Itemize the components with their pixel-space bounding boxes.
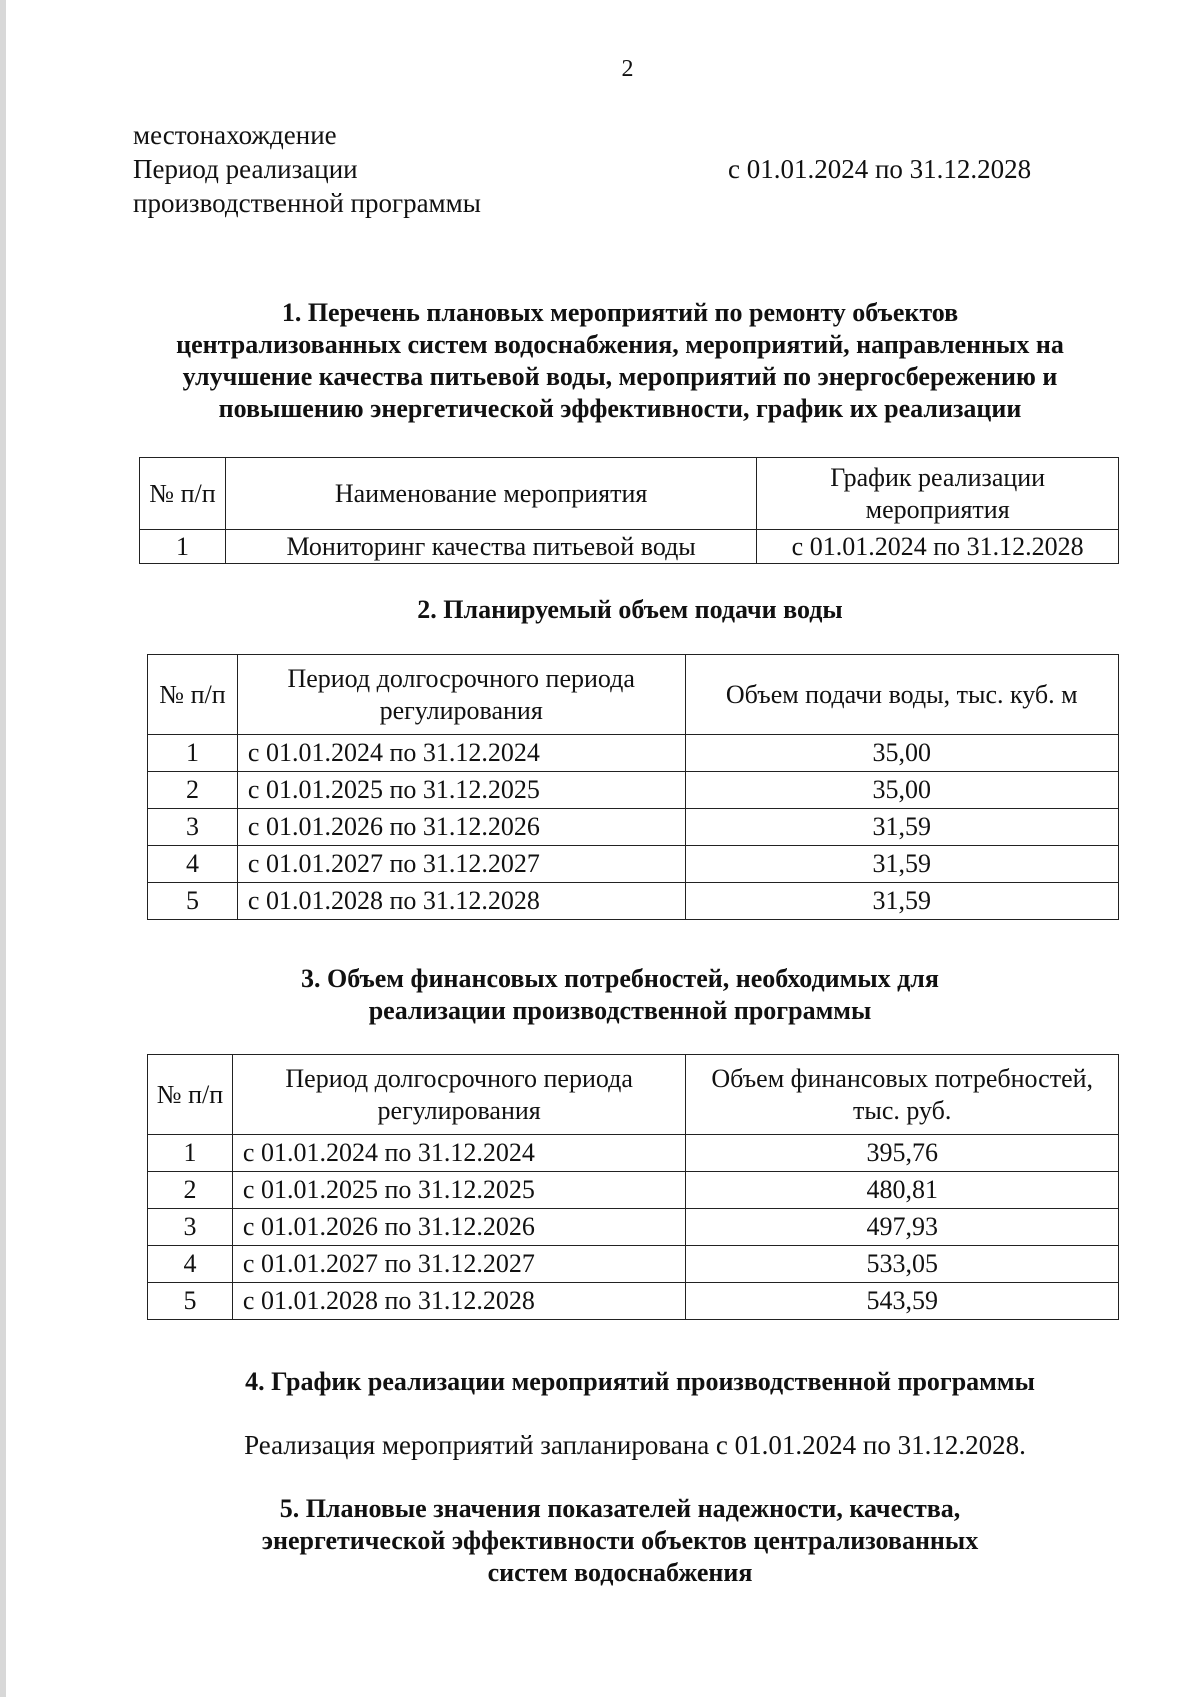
header-cell-num: № п/п — [140, 458, 226, 530]
table-header-row — [140, 458, 1119, 530]
cell-num: 5 — [148, 883, 238, 920]
cell-finance: 480,81 — [686, 1172, 1119, 1209]
cell-period: с 01.01.2026 по 31.12.2026 — [237, 809, 685, 846]
cell-finance: 497,93 — [686, 1209, 1119, 1246]
section1-title-line: 1. Перечень плановых мероприятий по ремонту объектов — [281, 298, 959, 327]
cell-period: с 01.01.2025 по 31.12.2025 — [232, 1172, 686, 1209]
cell-num: 4 — [148, 1246, 233, 1283]
table-header-row — [148, 655, 1119, 735]
section2-title: 2. Планируемый объем подачи воды — [417, 595, 843, 624]
cell-num: 3 — [148, 1209, 233, 1246]
section5-title — [120, 1493, 1120, 1589]
table-row — [148, 883, 1119, 920]
section3-title-line: 3. Объем финансовых потребностей, необходимых для — [301, 964, 939, 993]
cell-num: 1 — [148, 735, 238, 772]
activities-table — [139, 457, 1119, 564]
section3-title-line: реализации производственной программы — [368, 996, 872, 1025]
cell-volume: 31,59 — [685, 846, 1119, 883]
location-label: местонахождение — [133, 120, 337, 150]
period-row — [133, 152, 1033, 186]
section1-title-line: улучшение качества питьевой воды, мероприятий по энергосбережению и — [182, 362, 1058, 391]
period-value: с 01.01.2024 по 31.12.2028 — [728, 154, 1032, 184]
period-label-continued: производственной программы — [133, 188, 481, 218]
table-row — [148, 772, 1119, 809]
cell-period: с 01.01.2024 по 31.12.2024 — [232, 1135, 686, 1172]
section1-title-line: повышению энергетической эффективности, график их реализации — [218, 394, 1022, 423]
cell-period: с 01.01.2028 по 31.12.2028 — [232, 1283, 686, 1320]
cell-period: с 01.01.2027 по 31.12.2027 — [232, 1246, 686, 1283]
cell-volume: 35,00 — [685, 772, 1119, 809]
page-edge — [0, 0, 6, 1697]
header-cell-period: Период долгосрочного периода регулирования — [232, 1055, 686, 1135]
header-cell-finance: Объем финансовых потребностей, тыс. руб. — [686, 1055, 1119, 1135]
header-cell-num: № п/п — [148, 1055, 233, 1135]
financial-needs-table — [147, 1054, 1119, 1320]
table-row — [148, 1209, 1119, 1246]
cell-name: Мониторинг качества питьевой воды — [225, 530, 756, 564]
table-row — [148, 809, 1119, 846]
cell-volume: 31,59 — [685, 809, 1119, 846]
cell-finance: 533,05 — [686, 1246, 1119, 1283]
cell-num: 4 — [148, 846, 238, 883]
section3-title — [120, 963, 1120, 1027]
table-row — [148, 1172, 1119, 1209]
cell-finance: 395,76 — [686, 1135, 1119, 1172]
cell-num: 1 — [140, 530, 226, 564]
header-cell-name: Наименование мероприятия — [225, 458, 756, 530]
table-row — [148, 846, 1119, 883]
period-label: Период реализации — [133, 154, 358, 184]
cell-num: 2 — [148, 772, 238, 809]
cell-period: с 01.01.2026 по 31.12.2026 — [232, 1209, 686, 1246]
section5-title-line: энергетической эффективности объектов централизованных — [261, 1526, 979, 1555]
section5-title-line: 5. Плановые значения показателей надежности, качества, — [279, 1494, 961, 1523]
cell-finance: 543,59 — [686, 1283, 1119, 1320]
table-row — [140, 530, 1119, 564]
section4-title: 4. График реализации мероприятий производственной программы — [245, 1367, 1035, 1396]
header-cell-period: Период долгосрочного периода регулирования — [237, 655, 685, 735]
cell-num: 2 — [148, 1172, 233, 1209]
section4-text: Реализация мероприятий запланирована с 01.01.2024 по 31.12.2028. — [244, 1430, 1026, 1460]
header-cell-schedule: График реализации мероприятия — [757, 458, 1119, 530]
program-header — [133, 118, 1033, 220]
cell-volume: 35,00 — [685, 735, 1119, 772]
cell-period: с 01.01.2024 по 31.12.2024 — [237, 735, 685, 772]
cell-schedule: с 01.01.2024 по 31.12.2028 — [757, 530, 1119, 564]
table-row — [148, 1135, 1119, 1172]
cell-period: с 01.01.2027 по 31.12.2027 — [237, 846, 685, 883]
page-number: 2 — [621, 56, 634, 82]
cell-volume: 31,59 — [685, 883, 1119, 920]
section1-title-line: централизованных систем водоснабжения, мероприятий, направленных на — [176, 330, 1064, 359]
table-header-row — [148, 1055, 1119, 1135]
header-cell-num: № п/п — [148, 655, 238, 735]
cell-num: 5 — [148, 1283, 233, 1320]
table-row — [148, 1246, 1119, 1283]
section1-title — [120, 297, 1120, 425]
section5-title-line: систем водоснабжения — [487, 1558, 753, 1587]
cell-period: с 01.01.2028 по 31.12.2028 — [237, 883, 685, 920]
table-row — [148, 735, 1119, 772]
cell-num: 1 — [148, 1135, 233, 1172]
water-volume-table — [147, 654, 1119, 920]
cell-num: 3 — [148, 809, 238, 846]
header-cell-volume: Объем подачи воды, тыс. куб. м — [685, 655, 1119, 735]
cell-period: с 01.01.2025 по 31.12.2025 — [237, 772, 685, 809]
table-row — [148, 1283, 1119, 1320]
